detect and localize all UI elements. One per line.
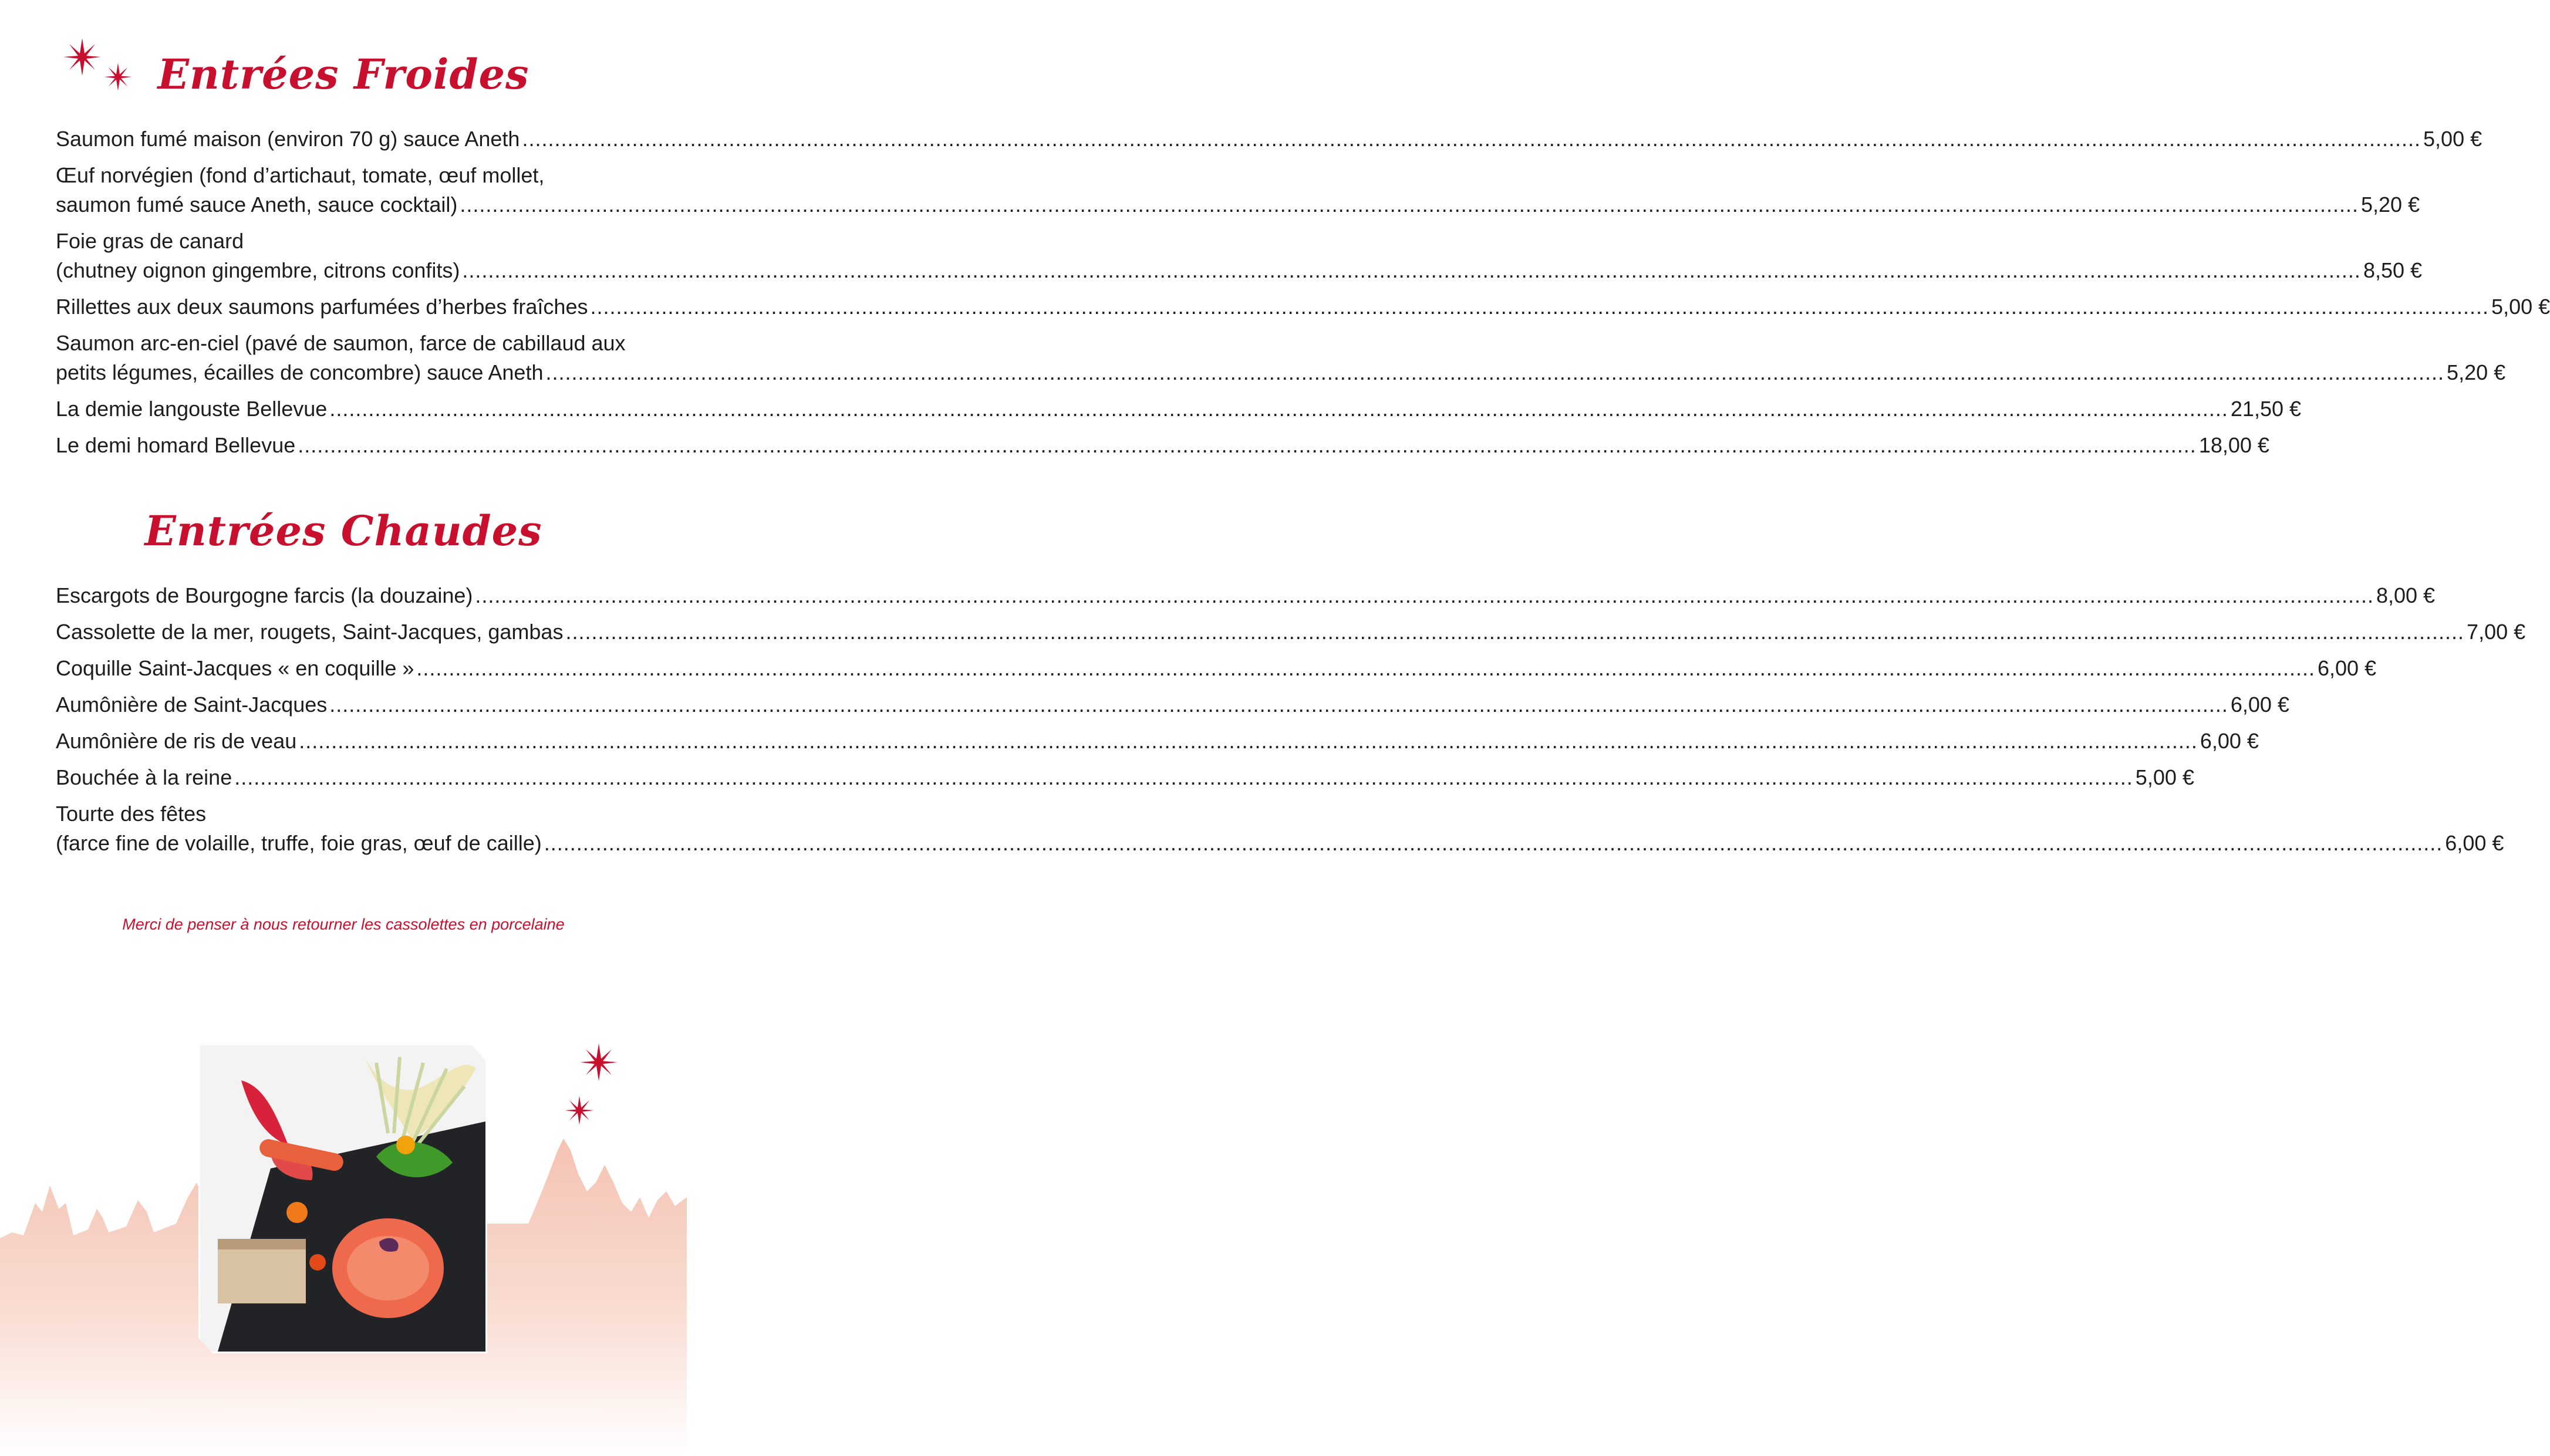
menu-item-price: 6,00 € xyxy=(2317,656,2377,680)
menu-item-price: 7,00 € xyxy=(2467,620,2526,644)
menu-item-description: Tourte des fêtes xyxy=(56,802,207,826)
dot-leader xyxy=(545,358,2444,387)
menu-item-description: Cassolette de la mer, rougets, Saint-Jacques, gambas xyxy=(56,620,564,644)
menu-item-description: (chutney oignon gingembre, citrons confits) xyxy=(56,258,460,282)
menu-item-price: 5,00 € xyxy=(2423,127,2482,151)
menu-item-price: 8,00 € xyxy=(2376,583,2436,607)
menu-item-description: Bouchée à la reine xyxy=(56,765,232,789)
dot-leader xyxy=(298,431,2197,460)
dot-leader xyxy=(462,256,2361,285)
menu-item xyxy=(56,654,2377,683)
menu-item-price: 8,50 € xyxy=(2363,258,2423,282)
menu-item-description: Saumon fumé maison (environ 70 g) sauce Aneth xyxy=(56,127,520,151)
dot-leader xyxy=(544,829,2443,858)
menu-item xyxy=(56,581,2436,610)
star-icon xyxy=(578,1042,619,1083)
menu-item-description: Le demi homard Bellevue xyxy=(56,433,296,457)
menu-item-price: 6,00 € xyxy=(2200,729,2259,753)
menu-item-description: Foie gras de canard xyxy=(56,229,244,253)
menu-item-price: 5,20 € xyxy=(2360,192,2420,217)
menu-item-description: Saumon arc-en-ciel (pavé de saumon, farce de cabillaud aux xyxy=(56,331,626,355)
dot-leader xyxy=(299,727,2198,756)
dot-leader xyxy=(329,394,2228,424)
menu-item-description: La demie langouste Bellevue xyxy=(56,397,328,421)
menu-item-description: Coquille Saint-Jacques « en coquille » xyxy=(56,656,414,680)
menu-item-price: 5,00 € xyxy=(2135,765,2194,789)
food-platter-photo xyxy=(198,1043,487,1353)
menu-item-price: 6,00 € xyxy=(2445,831,2504,855)
dot-leader xyxy=(329,690,2228,719)
menu-item xyxy=(56,292,2550,322)
menu-item-description: Escargots de Bourgogne farcis (la douzaine) xyxy=(56,583,473,607)
menu-item-price: 5,00 € xyxy=(2491,295,2550,319)
menu-item-description: Rillettes aux deux saumons parfumées d’herbes fraîches xyxy=(56,295,588,319)
cold-starters-list xyxy=(56,124,2550,467)
dot-leader xyxy=(460,190,2359,219)
dot-leader xyxy=(234,763,2133,792)
menu-item xyxy=(56,329,2506,387)
menu-item-description: Aumônière de ris de veau xyxy=(56,729,297,753)
menu-item-description: saumon fumé sauce Aneth, sauce cocktail) xyxy=(56,192,458,217)
dot-leader xyxy=(475,581,2374,610)
menu-item-description: Aumônière de Saint-Jacques xyxy=(56,692,328,717)
menu-item xyxy=(56,763,2194,792)
menu-item xyxy=(56,227,2423,285)
menu-item-description: Œuf norvégien (fond d’artichaut, tomate, œuf mollet, xyxy=(56,163,545,187)
porcelain-return-note: Merci de penser à nous retourner les cassolettes en porcelaine xyxy=(122,916,565,933)
menu-item xyxy=(56,727,2259,756)
cold-starters-title: Entrées Froides xyxy=(157,50,529,99)
menu-item-price: 5,20 € xyxy=(2447,360,2506,384)
menu-item xyxy=(56,431,2269,460)
menu-item-description: petits légumes, écailles de concombre) sauce Aneth xyxy=(56,360,544,384)
dot-leader xyxy=(565,617,2464,647)
hot-starters-list xyxy=(56,581,2526,865)
dot-leader xyxy=(590,292,2489,322)
menu-item-price: 21,50 € xyxy=(2230,397,2302,421)
hot-starters-title: Entrées Chaudes xyxy=(144,506,542,555)
dot-leader xyxy=(416,654,2315,683)
menu-item-price: 18,00 € xyxy=(2198,433,2269,457)
dot-leader xyxy=(522,124,2421,154)
menu-item xyxy=(56,394,2302,424)
menu-item xyxy=(56,617,2526,647)
menu-item xyxy=(56,690,2289,719)
menu-item xyxy=(56,161,2420,219)
menu-item-description: (farce fine de volaille, truffe, foie gras, œuf de caille) xyxy=(56,831,542,855)
menu-item xyxy=(56,799,2504,858)
menu-item-price: 6,00 € xyxy=(2230,692,2289,717)
menu-item xyxy=(56,124,2482,154)
